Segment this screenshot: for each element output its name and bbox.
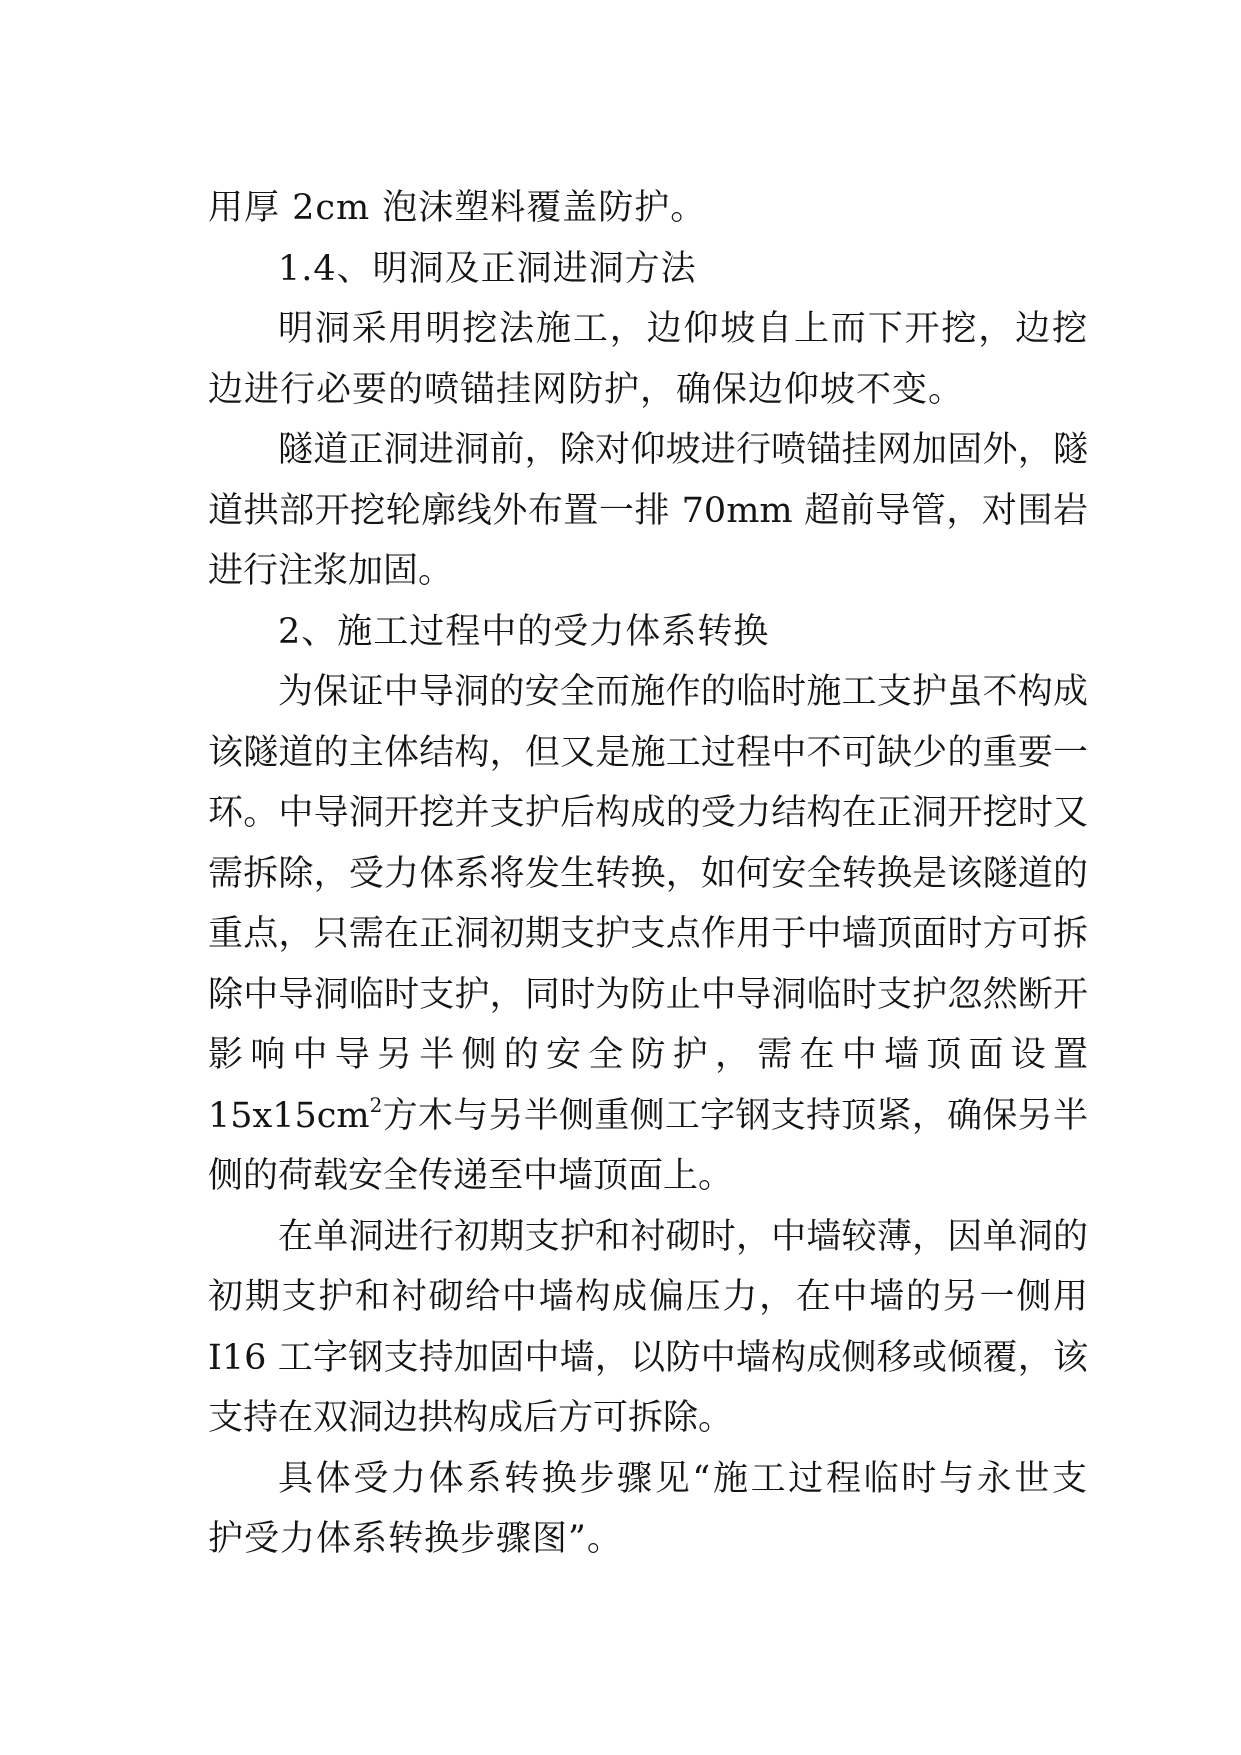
document-body — [208, 178, 1088, 1570]
paragraph-load-transfer — [208, 662, 1088, 1207]
paragraph-continuation: 用厚 2cm 泡沫塑料覆盖防护。 — [208, 188, 707, 228]
section-heading-1-4: 1.4、明洞及正洞进洞方法 — [278, 248, 697, 289]
paragraph-load-transfer-text: 为保证中导洞的安全而施作的临时施工支护虽不构成该隧道的主体结构，但又是施工过程中不可缺少的重要一环。中导洞开挖并支护后构成的受力结构在正洞开挖时又需拆除，受力体系将发生转换，如何安全转换是该隧道的重点，只需在正洞初期支护支点作用于中墙顶面时方可拆除中导洞临时支护，同时为防止中导洞临时支护忽然断开影响中导另半侧的安全防护，需在中墙顶面设置 15x15cm — [208, 672, 1088, 1136]
paragraph-single-bore: 在单洞进行初期支护和衬砌时，中墙较薄，因单洞的初期支护和衬砌给中墙构成偏压力，在中墙的另一侧用 I16 工字钢支持加固中墙，以防中墙构成侧移或倾覆，该支持在双洞边拱构成后方可拆除。 — [208, 1216, 1088, 1438]
paragraph-tunnel-entry: 隧道正洞进洞前，除对仰坡进行喷锚挂网加固外，隧道拱部开挖轮廓线外布置一排 70mm 超前导管，对围岩进行注浆加固。 — [208, 430, 1088, 591]
superscript-exponent: 2 — [369, 1092, 383, 1117]
section-heading-2: 2、施工过程中的受力体系转换 — [278, 611, 770, 652]
paragraph-reference: 具体受力体系转换步骤见“施工过程临时与永世支护受力体系转换步骤图”。 — [208, 1458, 1088, 1559]
paragraph-open-cut: 明洞采用明挖法施工，边仰坡自上而下开挖，边挖边进行必要的喷锚挂网防护，确保边仰坡不变。 — [208, 309, 1088, 410]
paragraph-load-transfer-text-cont: 方木与另半侧重侧工字钢支持顶紧，确保另半侧的荷载安全传递至中墙顶面上。 — [208, 1095, 1088, 1196]
